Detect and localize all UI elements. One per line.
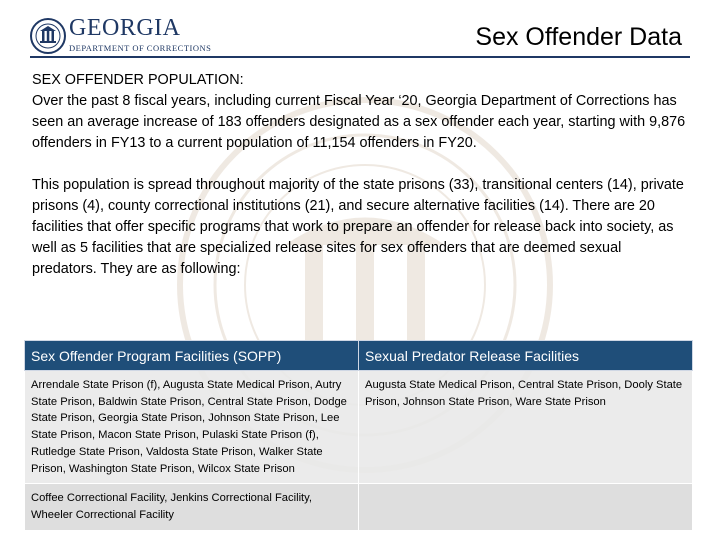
georgia-seal-icon [30, 18, 66, 54]
header-divider [30, 56, 690, 58]
column-header-predator-release: Sexual Predator Release Facilities [359, 341, 693, 371]
page-title: Sex Offender Data [475, 23, 682, 51]
table-row [25, 371, 693, 484]
main-content [32, 70, 690, 280]
table-row [25, 484, 693, 530]
logo-subtitle: DEPARTMENT OF CORRECTIONS [69, 43, 212, 53]
table-header-row [25, 341, 693, 371]
table-cell [359, 484, 693, 530]
section-heading: SEX OFFENDER POPULATION: [32, 72, 244, 88]
logo-wordmark: GEORGIA [69, 15, 181, 41]
page-header [0, 0, 720, 60]
paragraph-population: Over the past 8 fiscal years, including current Fiscal Year ‘20, Georgia Department of Corrections has seen an average increase of 183 offenders designated as a sex offender each year, starting with 9,876 offenders in FY13 to a current population of 11,154 offenders in FY20. [32, 93, 686, 151]
table-cell: Arrendale State Prison (f), Augusta State Medical Prison, Autry State Prison, Baldwin State Prison, Central State Prison, Dodge State Prison, Georgia State Prison, Johnson State Prison, Lee State Prison, Macon State Prison, Pulaski State Prison (f), Rutledge State Prison, Valdosta State Prison, Walker State Prison, Washington State Prison, Wilcox State Prison [25, 371, 359, 484]
table-cell: Coffee Correctional Facility, Jenkins Correctional Facility, Wheeler Correctional Facility [25, 484, 359, 530]
paragraph-distribution: This population is spread throughout majority of the state prisons (33), transitional centers (14), private prisons (4), county correctional institutions (21), and secure alternative facilities (14). There are 20 facilities that offer specific programs that work to prepare an offender for release back into society, as well as 5 facilities that are specialized release sites for sex offenders that are deemed sexual predators. They are as following: [32, 177, 684, 277]
facilities-table [24, 340, 693, 531]
table-cell: Augusta State Medical Prison, Central State Prison, Dooly State Prison, Johnson State Prison, Ware State Prison [359, 371, 693, 484]
department-logo [30, 15, 212, 56]
column-header-sopp: Sex Offender Program Facilities (SOPP) [25, 341, 359, 371]
